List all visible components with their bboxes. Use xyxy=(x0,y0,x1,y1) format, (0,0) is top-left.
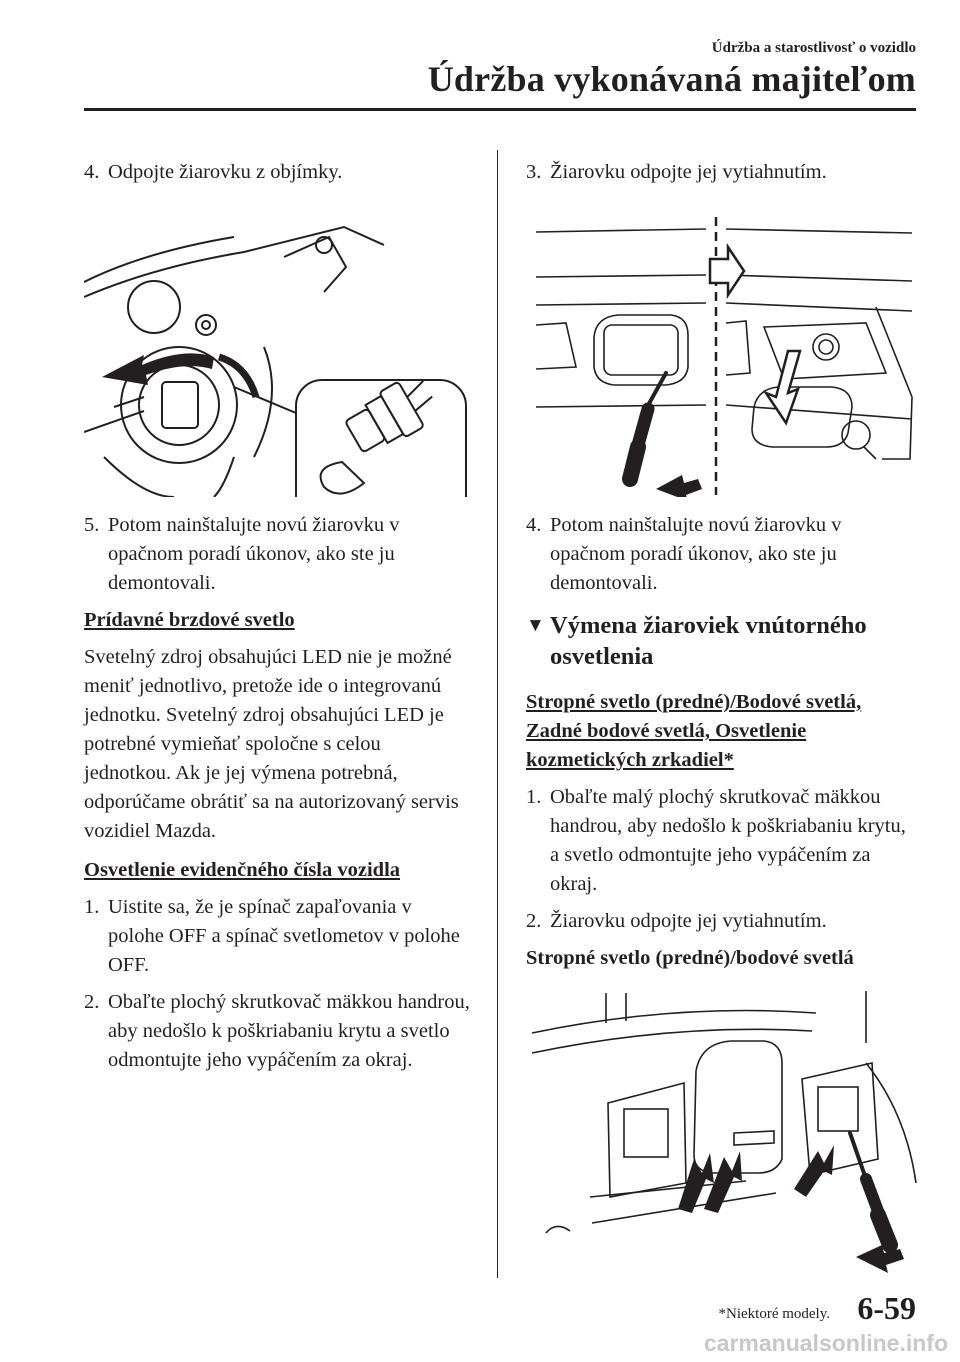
left-step-4 xyxy=(84,158,470,187)
figure-label: Stropné svetlo (predné)/bodové svetlá xyxy=(526,947,854,969)
right-column xyxy=(526,158,918,1287)
page-number: 6-59 xyxy=(857,1290,916,1326)
brake-light-heading: Prídavné brzdové svetlo xyxy=(84,609,295,631)
step-number: 2. xyxy=(526,910,542,932)
column-divider xyxy=(497,150,498,1278)
step-number: 2. xyxy=(84,991,100,1013)
right-step-2 xyxy=(526,907,918,936)
step-text: Obaľte plochý skrutkovač mäkkou handrou, aby nedošlo k poškriabaniu krytu a svetlo odmontujte jeho vypáčením za okraj. xyxy=(108,991,470,1071)
step-number: 1. xyxy=(526,786,542,808)
brake-light-text: Svetelný zdroj obsahujúci LED nie je možné meniť jednotlivo, pretože ide o integrovanú jednotku. Svetelný zdroj obsahujúci LED je potrebné vymieňať spoločne s celou jednotkou. Ak je jej výmena potrebná, odporúčame obrátiť sa na autorizovaný servis vozidiel Mazda. xyxy=(84,646,459,842)
left-step-5 xyxy=(84,511,470,598)
section-heading xyxy=(526,610,918,672)
step-text: Žiarovku odpojte jej vytiahnutím. xyxy=(550,910,827,932)
section-heading-text: Výmena žiaroviek vnútorného osvetlenia xyxy=(550,612,867,670)
step-number: 3. xyxy=(526,161,542,183)
triangle-marker-icon: ▼ xyxy=(526,615,545,636)
step-number: 1. xyxy=(84,896,100,918)
step-text: Obaľte malý plochý skrutkovač mäkkou handrou, aby nedošlo k poškriabaniu krytu, a svetlo odmontujte jeho vypáčením za okraj. xyxy=(550,786,906,895)
step-number: 4. xyxy=(84,161,100,183)
overhead-light-illustration xyxy=(526,983,918,1273)
left-column xyxy=(84,158,470,1083)
watermark: carmanualsonline.info xyxy=(703,1330,948,1356)
right-step-3 xyxy=(526,158,918,187)
left-step-1 xyxy=(84,893,470,980)
header-rule xyxy=(84,108,916,111)
chapter-subtitle: Údržba a starostlivosť o vozidlo xyxy=(711,40,916,56)
step-number: 5. xyxy=(84,514,100,536)
page-title: Údržba vykonávaná majiteľom xyxy=(427,59,916,99)
right-step-4 xyxy=(526,511,918,598)
license-plate-light-illustration xyxy=(526,197,918,497)
step-text: Uistite sa, že je spínač zapaľovania v polohe OFF a spínač svetlometov v polohe OFF. xyxy=(108,896,460,976)
license-plate-heading: Osvetlenie evidenčného čísla vozidla xyxy=(84,859,401,881)
step-number: 4. xyxy=(526,514,542,536)
right-step-1 xyxy=(526,783,918,899)
footnote: *Niektoré modely. xyxy=(718,1306,830,1322)
left-step-2 xyxy=(84,988,470,1075)
step-text: Žiarovku odpojte jej vytiahnutím. xyxy=(550,161,827,183)
step-text: Odpojte žiarovku z objímky. xyxy=(108,161,343,183)
step-text: Potom nainštalujte novú žiarovku v opačnom poradí úkonov, ako ste ju demontovali. xyxy=(550,514,842,594)
bulb-socket-illustration xyxy=(84,197,470,497)
interior-lights-heading: Stropné svetlo (predné)/Bodové svetlá, Zadné bodové svetlá, Osvetlenie kozmetických zrkadiel* xyxy=(526,691,862,771)
step-text: Potom nainštalujte novú žiarovku v opačnom poradí úkonov, ako ste ju demontovali. xyxy=(108,514,400,594)
